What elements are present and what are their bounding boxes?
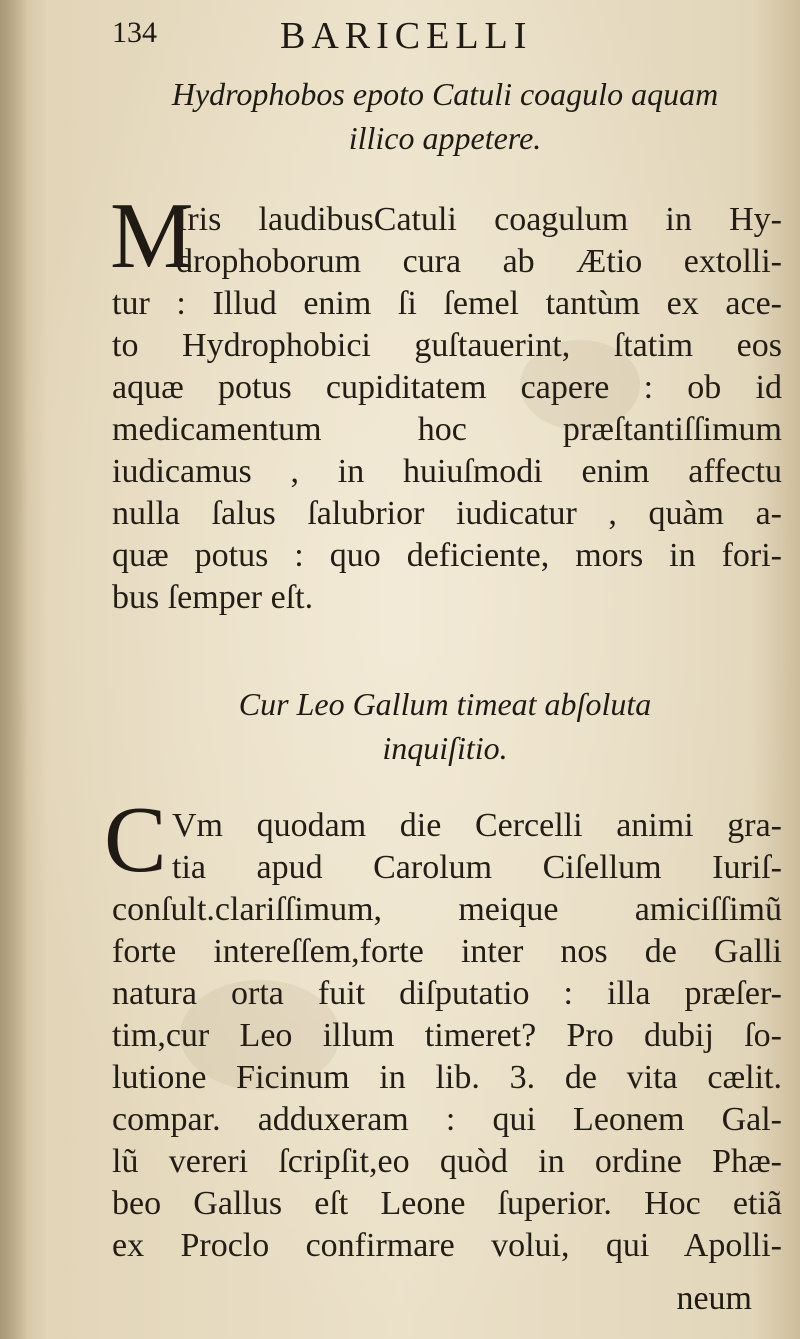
text-line: iudicamus , in huiuſmodi enim affectu xyxy=(112,453,782,490)
running-header xyxy=(112,14,672,58)
section1-title-line1: Hydrophobos epoto Catuli coagulo aquam xyxy=(171,76,719,112)
text-line: to Hydrophobici guſtauerint, ſtatim eos xyxy=(112,327,782,364)
catchword: neum xyxy=(676,1280,752,1317)
text-line: aquæ potus cupiditatem capere : ob id xyxy=(112,369,782,406)
text-line: Vm quodam die Cercelli animi gra- xyxy=(172,807,782,844)
text-line: Iris laudibusCatuli coagulum in Hy- xyxy=(176,201,782,238)
text-line: lutione Ficinum in lib. 3. de vita cælit. xyxy=(112,1059,782,1096)
section1-dropcap: M xyxy=(110,184,194,288)
text-line: bus ſemper eſt. xyxy=(112,579,314,616)
running-title: BARICELLI xyxy=(280,15,533,57)
text-line: medicamentum hoc præſtantiſſimum xyxy=(112,411,782,448)
text-line: forte intereſſem,forte inter nos de Galli xyxy=(112,933,782,970)
section1-title-line2: illico appetere. xyxy=(348,120,542,156)
text-line: nulla ſalus ſalubrior iudicatur , quàm a- xyxy=(112,495,782,532)
text-line: tia apud Carolum Ciſellum Iuriſ- xyxy=(172,849,782,886)
section2-title-line2: inquiſitio. xyxy=(382,730,508,766)
page-number: 134 xyxy=(112,16,157,49)
text-line: tur : Illud enim ſi ſemel tantùm ex ace- xyxy=(112,285,782,322)
text-line: ex Proclo confirmare volui, qui Apolli- xyxy=(112,1227,782,1264)
text-line: compar. adduxeram : qui Leonem Gal- xyxy=(112,1101,782,1138)
page-edge-shadow xyxy=(0,0,28,1339)
text-line: natura orta fuit diſputatio : illa præſer- xyxy=(112,975,782,1012)
text-line: conſult.clariſſimum, meique amiciſſimũ xyxy=(112,891,782,928)
text-line: drophoborum cura ab Ætio extolli- xyxy=(176,243,782,280)
text-line: lũ vereri ſcripſit,eo quòd in ordine Phæ- xyxy=(112,1143,782,1180)
section2-dropcap: C xyxy=(104,788,167,892)
section2-title-line1: Cur Leo Gallum timeat abſoluta xyxy=(238,686,652,722)
text-line: beo Gallus eſt Leone ſuperior. Hoc etiã xyxy=(112,1185,782,1222)
text-line: tim,cur Leo illum timeret? Pro dubij ſo- xyxy=(112,1017,782,1054)
text-line: quæ potus : quo deficiente, mors in fori- xyxy=(112,537,782,574)
